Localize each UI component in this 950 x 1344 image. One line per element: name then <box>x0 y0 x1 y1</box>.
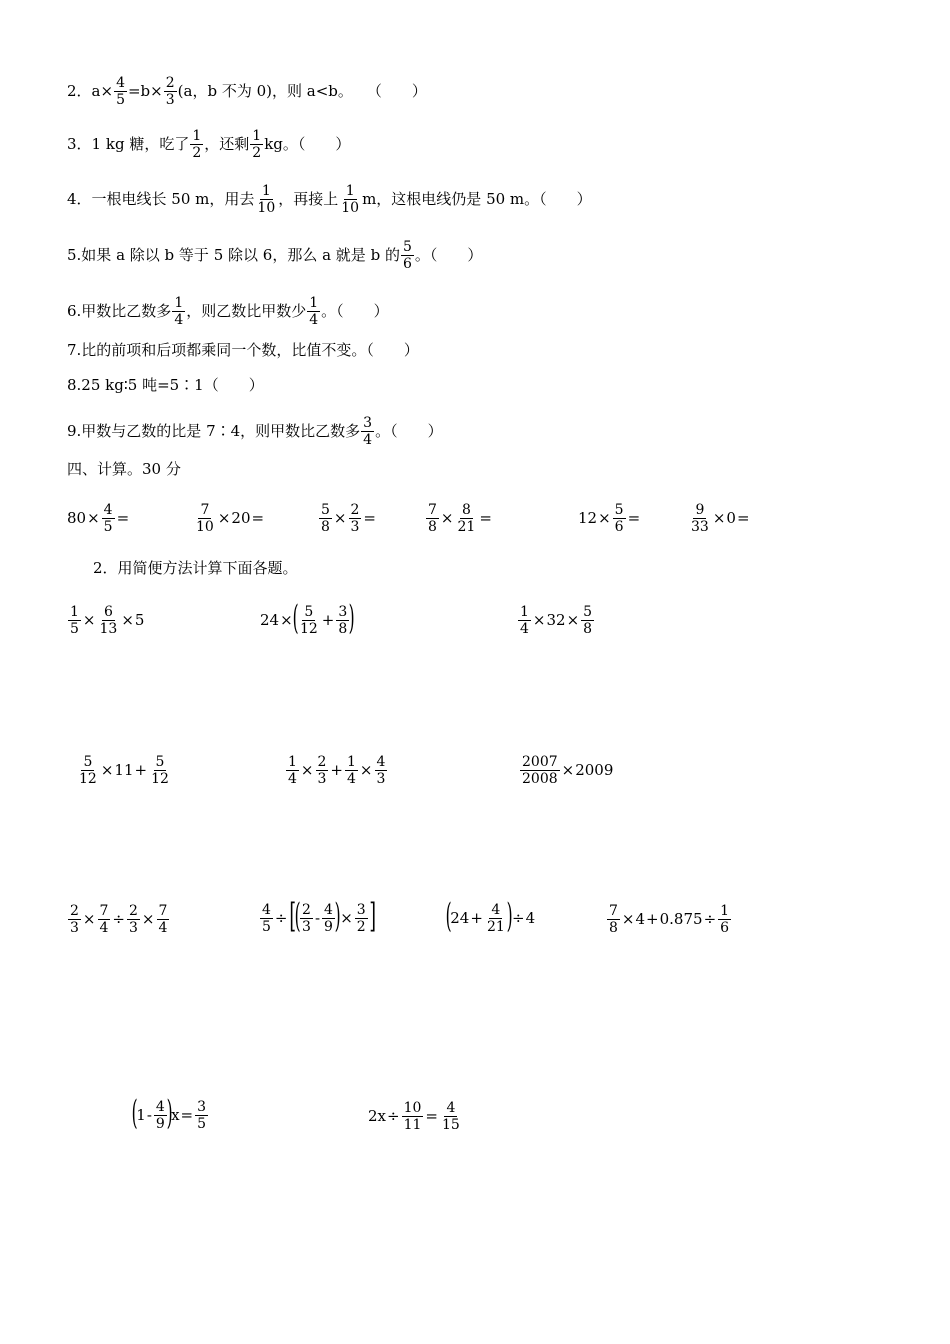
q5-text-a: 5.如果 a 除以 b 等于 5 除以 6，那么 a 就是 b 的 <box>67 246 400 264</box>
denominator: 10 <box>341 200 360 216</box>
equation-1: ( 1 - $\frac{4}{9}$ ) x = $\frac{3}{5}$ <box>131 1093 207 1133</box>
denominator: 9 <box>324 918 333 935</box>
fraction <box>260 903 273 934</box>
equals-sign: = <box>180 1105 194 1124</box>
numerator: 7 <box>609 903 618 919</box>
numerator: 2 <box>70 903 79 919</box>
fraction <box>164 76 177 107</box>
denominator: 21 <box>486 918 505 935</box>
times-sign: × <box>217 509 231 527</box>
fraction <box>689 503 711 534</box>
times-sign: × <box>141 910 155 928</box>
denominator: 3 <box>376 771 386 787</box>
fraction <box>607 904 620 935</box>
plus-sign: + <box>321 610 335 629</box>
fraction <box>157 904 170 935</box>
denominator: 8 <box>338 620 348 637</box>
number: 32 <box>546 611 566 629</box>
numerator: 1 <box>288 754 297 770</box>
calc-4 <box>425 503 493 534</box>
fraction <box>172 296 185 327</box>
left-bracket: [ <box>288 896 296 936</box>
q5-text-c[interactable]: 。（ ） <box>414 246 483 264</box>
times-sign: × <box>532 611 546 629</box>
fraction <box>339 184 361 215</box>
numerator: 10 <box>403 1100 422 1116</box>
fraction <box>98 605 120 636</box>
right-bracket: ] <box>369 896 376 936</box>
fraction <box>149 755 171 786</box>
plus-sign: + <box>470 908 483 927</box>
q6-text-c[interactable]: 。（ ） <box>321 302 389 320</box>
divide-sign: ÷ <box>274 908 288 927</box>
numerator: 5 <box>402 239 412 255</box>
denominator: 33 <box>691 519 709 535</box>
denominator: 3 <box>350 519 360 535</box>
calc-3 <box>318 503 377 534</box>
numerator: 5 <box>83 754 93 770</box>
times-sign: × <box>121 611 134 629</box>
simplify-9 <box>445 896 536 936</box>
fraction <box>68 605 81 636</box>
right-paren: ) <box>334 896 341 936</box>
q3-text-a: 3．1 kg 糖，吃了 <box>67 135 190 153</box>
denominator: 2008 <box>522 771 558 787</box>
simplify-5 <box>285 755 388 786</box>
denominator: 4 <box>288 771 297 787</box>
denominator: 5 <box>70 621 79 637</box>
numerator: 4 <box>376 754 386 770</box>
right-paren: ) <box>506 896 513 936</box>
numerator: 5 <box>583 604 593 620</box>
denominator: 6 <box>614 519 624 535</box>
numerator: 5 <box>304 603 314 620</box>
numerator: 9 <box>695 502 705 518</box>
fraction <box>485 903 507 934</box>
term-2x: 2x <box>368 1107 387 1125</box>
denominator: 8 <box>321 519 330 535</box>
fraction <box>336 605 349 636</box>
number: 5 <box>134 611 145 629</box>
denominator: 4 <box>99 920 109 936</box>
fraction <box>102 503 115 534</box>
times-sign: × <box>280 610 293 629</box>
divide-sign: ÷ <box>387 1107 400 1125</box>
denominator: 21 <box>457 519 476 535</box>
numerator: 3 <box>356 901 366 918</box>
q9-text-c[interactable]: 。（ ） <box>375 422 443 440</box>
number: 24 <box>260 610 280 629</box>
fraction <box>250 129 263 160</box>
question-8[interactable]: 8.25 kg∶5 吨=5∶1（ ） <box>67 376 264 394</box>
question-5 <box>67 240 482 271</box>
fraction <box>355 903 368 934</box>
number: 0 <box>726 509 736 527</box>
simplify-2 <box>260 598 355 638</box>
fraction <box>319 503 332 534</box>
fraction <box>195 1100 208 1131</box>
question-7[interactable]: 7.比的前项和后项都乘同一个数，比值不变。（ ） <box>67 341 419 359</box>
denominator: 3 <box>302 918 311 935</box>
numerator: 2 <box>317 754 327 770</box>
number: 2009 <box>575 761 614 779</box>
fraction <box>77 755 99 786</box>
calc-6 <box>688 503 751 534</box>
fraction <box>300 903 313 934</box>
numerator: 4 <box>155 1098 165 1115</box>
equals-sign: = <box>116 509 130 527</box>
q9-text-a: 9.甲数与乙数的比是 7∶4，则甲数比乙数多 <box>67 422 361 440</box>
calc-1 <box>67 503 130 534</box>
equals-sign: = <box>479 509 492 527</box>
numerator: 2 <box>302 901 311 918</box>
simplify-1 <box>67 605 144 636</box>
minus-sign: - <box>146 1105 152 1124</box>
number: 4 <box>635 910 646 928</box>
number: 0.875 <box>659 910 703 928</box>
fraction <box>518 605 531 636</box>
divide-sign: ÷ <box>703 910 717 928</box>
fraction <box>255 184 277 215</box>
numerator: 7 <box>158 903 168 919</box>
denominator: 4 <box>520 621 529 637</box>
denominator: 5 <box>262 918 271 935</box>
numerator: 2 <box>350 502 360 518</box>
times-sign: × <box>333 509 347 527</box>
question-3 <box>67 129 350 160</box>
numerator: 7 <box>99 903 109 919</box>
question-4 <box>67 184 592 215</box>
denominator: 15 <box>442 1117 460 1133</box>
numerator: 1 <box>174 295 184 311</box>
denominator: 3 <box>70 920 79 936</box>
equals-sign: = <box>251 509 265 527</box>
numerator: 1 <box>252 128 262 144</box>
denominator: 4 <box>158 920 168 936</box>
denominator: 5 <box>116 92 125 108</box>
denominator: 11 <box>403 1117 422 1133</box>
numerator: 4 <box>491 901 501 918</box>
question-6 <box>67 296 389 327</box>
times-sign: × <box>561 761 575 779</box>
simplify-8 <box>259 896 376 936</box>
denominator: 9 <box>155 1115 165 1132</box>
simplify-7 <box>67 904 170 935</box>
equals-sign: = <box>736 509 750 527</box>
q4-text-b: ，再接上 <box>278 190 339 208</box>
denominator: 4 <box>347 771 356 787</box>
fraction <box>194 503 216 534</box>
denominator: 8 <box>609 920 618 936</box>
variable-x: x <box>171 1105 180 1124</box>
numerator: 2 <box>165 75 175 91</box>
times-sign: × <box>359 761 373 779</box>
times-sign: × <box>87 509 100 527</box>
fraction <box>68 904 81 935</box>
times-sign: × <box>598 509 611 527</box>
denominator: 8 <box>583 621 593 637</box>
numerator: 2007 <box>522 754 558 770</box>
right-paren: ) <box>348 598 355 638</box>
times-sign: × <box>712 509 726 527</box>
plus-sign: + <box>646 910 659 928</box>
times-sign: × <box>621 910 635 928</box>
q3-text-c[interactable]: kg。（ ） <box>264 135 351 153</box>
denominator: 5 <box>103 519 113 535</box>
denominator: 4 <box>174 312 184 328</box>
numerator: 7 <box>200 502 210 518</box>
denominator: 4 <box>363 432 373 448</box>
numerator: 1 <box>70 604 79 620</box>
times-sign: × <box>100 761 114 779</box>
times-sign: × <box>82 910 96 928</box>
numerator: 1 <box>347 754 356 770</box>
fraction <box>401 240 414 271</box>
fraction <box>154 1100 167 1131</box>
calc-2 <box>193 503 265 534</box>
numerator: 6 <box>103 604 113 620</box>
times-sign: × <box>440 509 454 527</box>
simplify-4 <box>76 755 172 786</box>
denominator: 12 <box>299 620 318 637</box>
denominator: 10 <box>257 200 276 216</box>
denominator: 10 <box>196 519 214 535</box>
fraction <box>127 904 140 935</box>
q2-text-b: =b× <box>127 82 163 100</box>
numerator: 3 <box>363 415 373 431</box>
q2-text-c: (a，b 不为 0)，则 a<b。 <box>177 82 353 100</box>
plus-sign: + <box>330 761 343 779</box>
denominator: 3 <box>165 92 175 108</box>
number: 20 <box>231 509 251 527</box>
divide-sign: ÷ <box>512 908 525 927</box>
minus-sign: - <box>314 908 321 927</box>
q4-text-c[interactable]: m，这根电线仍是 50 m。（ ） <box>362 190 592 208</box>
question-2 <box>67 76 427 107</box>
number: 80 <box>67 509 87 527</box>
numerator: 8 <box>461 502 471 518</box>
fraction <box>298 605 320 636</box>
times-sign: × <box>340 908 353 927</box>
fraction <box>190 129 203 160</box>
denominator: 13 <box>99 621 118 637</box>
numerator: 1 <box>345 183 355 199</box>
section-heading: 四、计算。30 分 <box>67 460 181 478</box>
left-paren: ( <box>294 896 301 936</box>
fraction <box>375 755 388 786</box>
numerator: 1 <box>520 604 529 620</box>
subheading-2: 2．用简便方法计算下面各题。 <box>93 559 298 577</box>
fraction <box>361 416 374 447</box>
left-paren: ( <box>445 896 452 936</box>
divide-sign: ÷ <box>112 910 125 928</box>
fraction <box>349 503 362 534</box>
fraction <box>718 904 731 935</box>
denominator: 5 <box>197 1115 207 1132</box>
denominator: 8 <box>428 519 437 535</box>
q4-text-a: 4．一根电线长 50 m，用去 <box>67 190 255 208</box>
simplify-10 <box>606 904 732 935</box>
equals-sign: = <box>425 1107 438 1125</box>
fraction <box>316 755 329 786</box>
q6-text-b: ，则乙数比甲数少 <box>186 302 307 320</box>
denominator: 3 <box>317 771 327 787</box>
denominator: 2 <box>252 145 262 161</box>
denominator: 2 <box>192 145 202 161</box>
fraction <box>98 904 111 935</box>
fraction <box>581 605 594 636</box>
equation-2 <box>368 1101 463 1132</box>
fraction <box>456 503 478 534</box>
q6-text-a: 6.甲数比乙数多 <box>67 302 172 320</box>
number: 12 <box>578 509 598 527</box>
left-paren: ( <box>292 598 299 638</box>
fraction <box>613 503 626 534</box>
numerator: 4 <box>446 1100 456 1116</box>
times-sign: × <box>82 611 96 629</box>
q3-text-b: ，还剩 <box>204 135 250 153</box>
equals-sign: = <box>627 509 641 527</box>
times-sign: × <box>566 611 580 629</box>
numerator: 4 <box>103 502 113 518</box>
denominator: 6 <box>720 920 730 936</box>
fraction <box>322 903 335 934</box>
denominator: 6 <box>402 256 412 272</box>
denominator: 12 <box>79 771 97 787</box>
question-9 <box>67 416 443 447</box>
fraction <box>114 76 127 107</box>
simplify-6 <box>519 755 613 786</box>
denominator: 4 <box>309 312 319 328</box>
fraction <box>286 755 299 786</box>
numerator: 1 <box>192 128 202 144</box>
answer-blank[interactable]: （ ） <box>366 82 427 100</box>
fraction <box>402 1101 424 1132</box>
numerator: 5 <box>321 502 330 518</box>
fraction <box>440 1101 462 1132</box>
denominator: 2 <box>356 918 366 935</box>
fraction <box>345 755 358 786</box>
numerator: 4 <box>324 901 333 918</box>
numerator: 3 <box>338 603 348 620</box>
numerator: 5 <box>155 754 165 770</box>
number: 11 <box>114 761 134 779</box>
numerator: 1 <box>309 295 319 311</box>
times-sign: × <box>300 761 314 779</box>
number: 24 <box>450 908 470 927</box>
numerator: 1 <box>720 903 730 919</box>
fraction <box>426 503 439 534</box>
fraction <box>520 755 560 786</box>
numerator: 2 <box>129 903 138 919</box>
fraction <box>307 296 320 327</box>
numerator: 5 <box>614 502 624 518</box>
numerator: 4 <box>116 75 125 91</box>
denominator: 12 <box>151 771 169 787</box>
numerator: 1 <box>261 183 271 199</box>
numerator: 3 <box>197 1098 207 1115</box>
equals-sign: = <box>363 509 376 527</box>
simplify-3 <box>517 605 595 636</box>
right-paren: ) <box>166 1093 173 1133</box>
q2-text-a: 2．a× <box>67 82 114 100</box>
plus-sign: + <box>134 761 148 779</box>
left-paren: ( <box>131 1093 138 1133</box>
denominator: 3 <box>129 920 138 936</box>
numerator: 4 <box>262 901 271 918</box>
calc-5 <box>578 503 641 534</box>
number: 4 <box>525 908 536 927</box>
numerator: 7 <box>428 502 437 518</box>
